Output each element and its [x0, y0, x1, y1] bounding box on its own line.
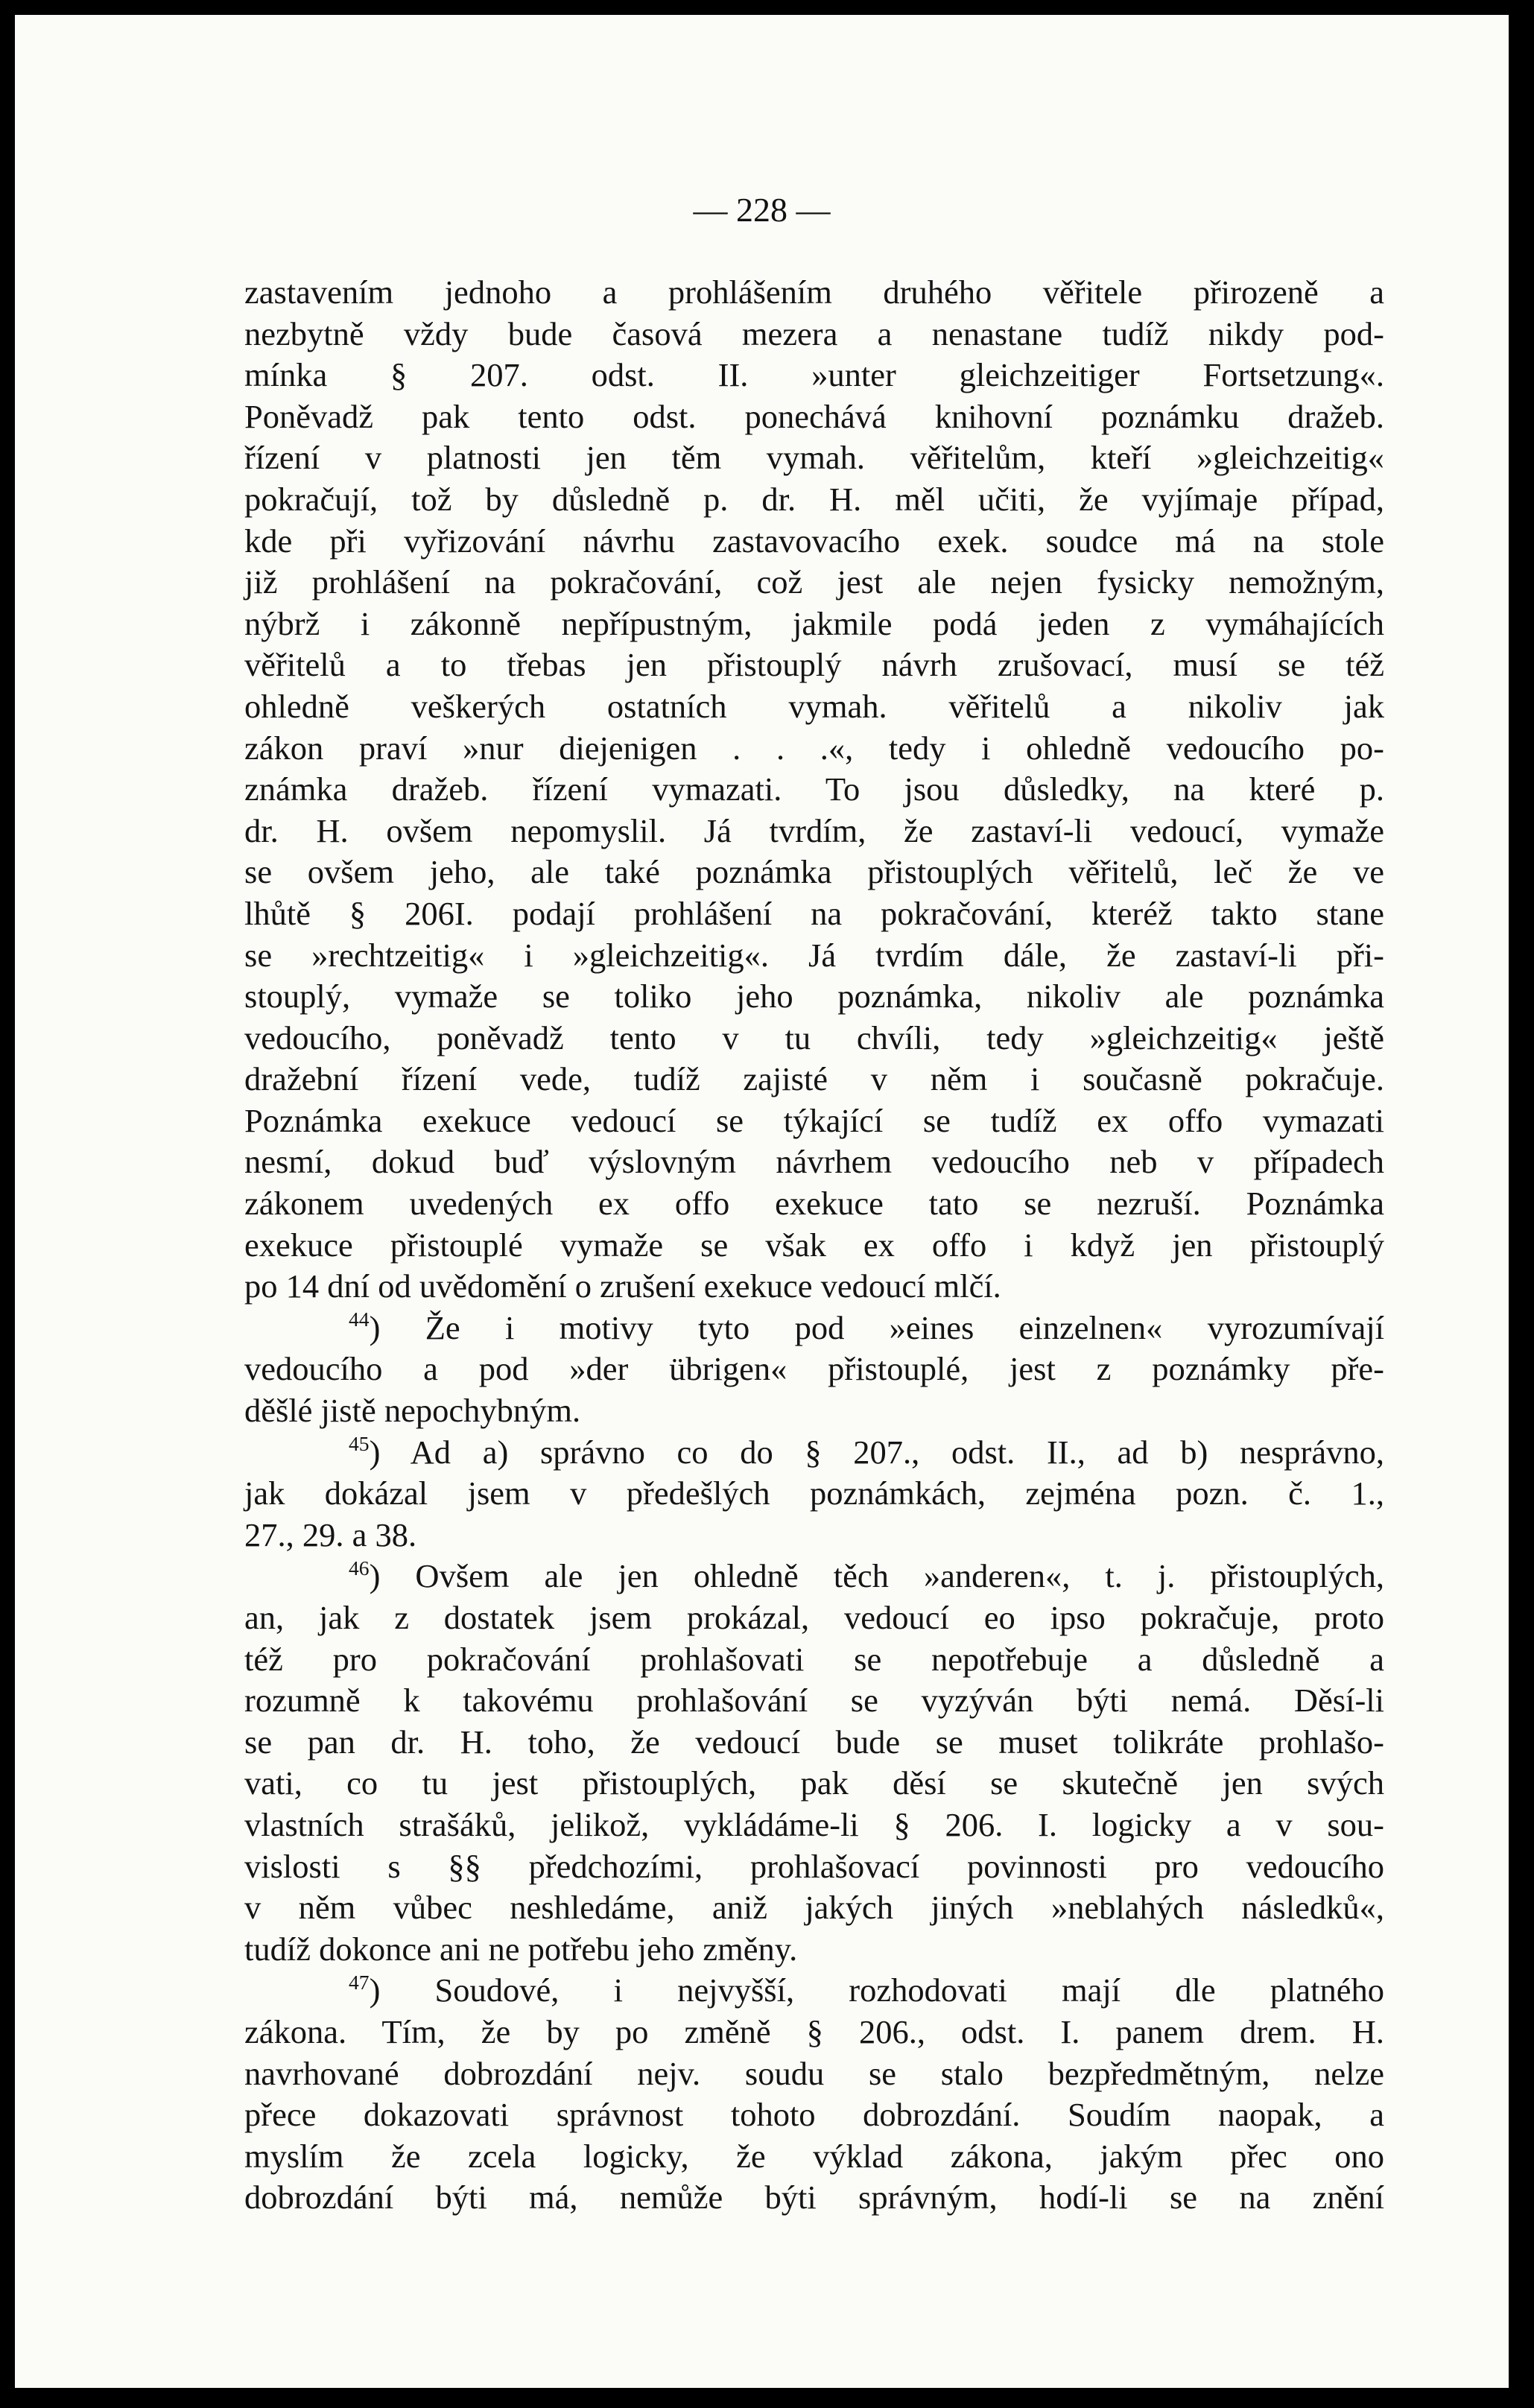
text-line: myslím že zcela logicky, že výklad zákona, jakým přec ono	[244, 2137, 1384, 2175]
main-paragraph	[244, 272, 1384, 1308]
footnote-first-line	[244, 1432, 1384, 1474]
footnote-number: 44	[349, 1308, 370, 1331]
text-line: známka dražeb. řízení vymazati. To jsou důsledky, na které p.	[244, 770, 1384, 808]
text-line: kde při vyřizování návrhu zastavovacího exek. soudce má na stole	[244, 522, 1384, 560]
footnote-text: ) Ad a) správno co do § 207., odst. II., ad b) nesprávno,	[369, 1433, 1384, 1471]
footnote-number: 45	[349, 1432, 370, 1456]
text-line: vedoucího a pod »der übrigen« přistouplé, jest z poznámky pře-	[244, 1350, 1384, 1388]
footnote-first-line	[244, 1556, 1384, 1597]
text-line: stouplý, vymaže se toliko jeho poznámka, nikoliv ale poznámka	[244, 978, 1384, 1016]
text-line: lhůtě § 206I. podají prohlášení na pokračování, kteréž takto stane	[244, 894, 1384, 932]
text-line: zastavením jednoho a prohlášením druhého věřitele přirozeně a	[244, 273, 1384, 311]
text-line: Poněvadž pak tento odst. ponechává knihovní poznámku dražeb.	[244, 397, 1384, 435]
page-number: — 228 —	[693, 191, 831, 229]
footnote-45	[244, 1432, 1384, 1556]
footnote-text: ) Soudové, i nejvyšší, rozhodovati mají dle platného	[369, 1971, 1384, 2009]
text-line: exekuce přistouplé vymaže se však ex offo i když jen přistouplý	[244, 1226, 1384, 1264]
text-line: zákon praví »nur diejenigen . . .«, tedy i ohledně vedoucího po-	[244, 729, 1384, 767]
text-line: vlastních strašáků, jelikož, vykládáme-li § 206. I. logicky a v sou-	[244, 1805, 1384, 1843]
text-line: pokračují, tož by důsledně p. dr. H. měl učiti, že vyjímaje případ,	[244, 480, 1384, 518]
text-line: dražební řízení vede, tudíž zajisté v něm i současně pokračuje.	[244, 1060, 1384, 1098]
text-line: dr. H. ovšem nepomyslil. Já tvrdím, že zastaví-li vedoucí, vymaže	[244, 811, 1384, 849]
text-line: nezbytně vždy bude časová mezera a nenastane tudíž nikdy pod-	[244, 314, 1384, 352]
text-line: nesmí, dokud buď výslovným návrhem vedoucího neb v případech	[244, 1143, 1384, 1181]
text-line: v něm vůbec neshledáme, aniž jakých jiných »neblahých následků«,	[244, 1889, 1384, 1927]
text-line: rozumně k takovému prohlašování se vyzýván býti nemá. Děsí-li	[244, 1682, 1384, 1720]
text-line: ohledně veškerých ostatních vymah. věřitelů a nikoliv jak	[244, 687, 1384, 725]
text-line: též pro pokračování prohlašovati se nepotřebuje a důsledně a	[244, 1640, 1384, 1678]
text-line: tudíž dokonce ani ne potřebu jeho změny.	[244, 1930, 798, 1968]
footnote-46	[244, 1556, 1384, 1970]
text-line: an, jak z dostatek jsem prokázal, vedoucí eo ipso pokračuje, proto	[244, 1599, 1384, 1636]
footnote-first-line	[244, 1308, 1384, 1349]
text-line: vislosti s §§ předchozími, prohlašovací povinnosti pro vedoucího	[244, 1847, 1384, 1885]
text-line: přece dokazovati správnost tohoto dobrozdání. Soudím naopak, a	[244, 2096, 1384, 2134]
document-page	[15, 15, 1509, 2388]
text-line: věřitelů a to třebas jen přistouplý návrh zrušovací, musí se též	[244, 646, 1384, 684]
text-line: vedoucího, poněvadž tento v tu chvíli, tedy »gleichzeitig« ještě	[244, 1018, 1384, 1056]
text-line: vati, co tu jest přistouplých, pak děsí se skutečně jen svých	[244, 1764, 1384, 1802]
text-line: jak dokázal jsem v předešlých poznámkách, zejména pozn. č. 1.,	[244, 1474, 1384, 1512]
text-line: po 14 dní od uvědomění o zrušení exekuce vedoucí mlčí.	[244, 1267, 1001, 1305]
text-line: se »rechtzeitig« i »gleichzeitig«. Já tvrdím dále, že zastaví-li při-	[244, 936, 1384, 974]
footnote-47	[244, 1970, 1384, 2219]
footnote-number: 47	[349, 1970, 370, 1994]
text-line: se ovšem jeho, ale také poznámka přistouplých věřitelů, leč že ve	[244, 853, 1384, 891]
footnote-44	[244, 1308, 1384, 1432]
text-line: řízení v platnosti jen těm vymah. věřitelům, kteří »gleichzeitig«	[244, 439, 1384, 477]
text-line: mínka § 207. odst. II. »unter gleichzeitiger Fortsetzung«.	[244, 356, 1384, 394]
text-line: se pan dr. H. toho, že vedoucí bude se muset tolikráte prohlašo-	[244, 1723, 1384, 1761]
footnote-first-line	[244, 1970, 1384, 2012]
footnote-text: ) Ovšem ale jen ohledně těch »anderen«, t. j. přistouplých,	[369, 1557, 1384, 1595]
page-text	[244, 272, 1384, 2219]
text-line: Poznámka exekuce vedoucí se týkající se tudíž ex offo vymazati	[244, 1101, 1384, 1139]
text-line: zákona. Tím, že by po změně § 206., odst. I. panem drem. H.	[244, 2012, 1384, 2050]
text-line: nýbrž i zákonně nepřípustným, jakmile podá jeden z vymáhajících	[244, 604, 1384, 642]
text-line: zákonem uvedených ex offo exekuce tato se nezruší. Poznámka	[244, 1185, 1384, 1223]
footnote-number: 46	[349, 1556, 370, 1580]
text-line: děšlé jistě nepochybným.	[244, 1392, 581, 1430]
text-line: navrhované dobrozdání nejv. soudu se stalo bezpředmětným, nelze	[244, 2054, 1384, 2092]
footnote-text: ) Že i motivy tyto pod »eines einzelnen« vyrozumívají	[369, 1308, 1384, 1346]
text-line: 27., 29. a 38.	[244, 1515, 417, 1553]
text-line: již prohlášení na pokračování, což jest ale nejen fysicky nemožným,	[244, 563, 1384, 601]
text-line: dobrozdání býti má, nemůže býti správným, hodí-li se na znění	[244, 2179, 1384, 2217]
